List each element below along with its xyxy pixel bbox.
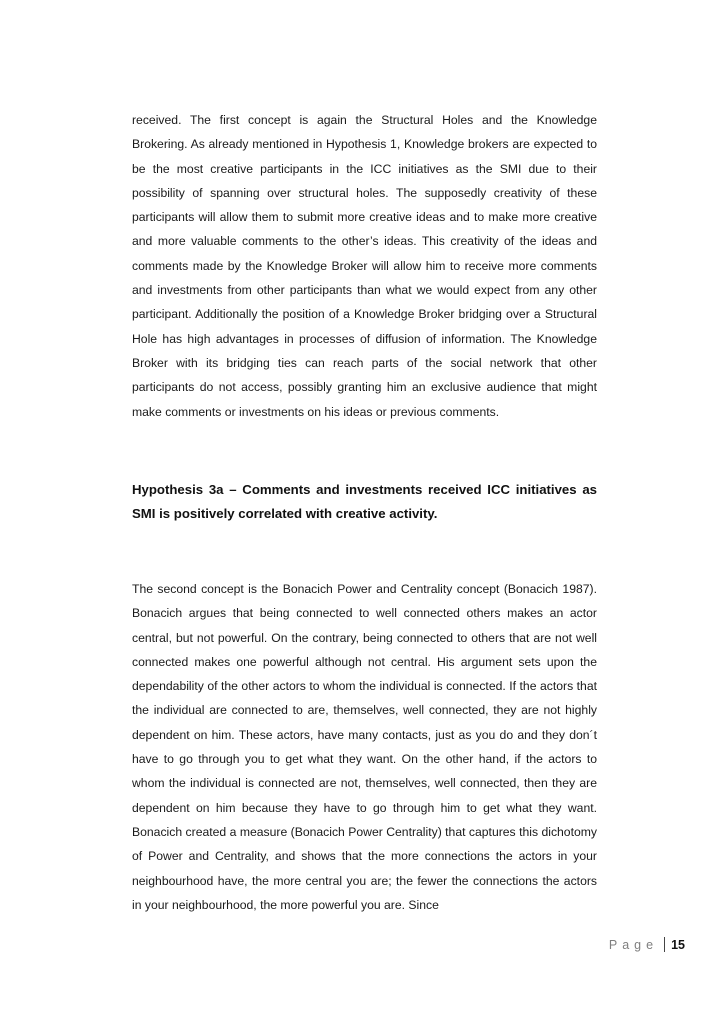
body-paragraph-1: received. The first concept is again the Structural Holes and the Knowledge Brokering. As already mentioned in Hypothesis 1, Knowledge brokers are expected to be the most creative participants in the ICC initiatives as the SMI due to their possibility of spanning over structural holes. The supposedly creativity of these participants will allow them to submit more creative ideas and to make more creative and more valuable comments to the other’s ideas. This creativity of the ideas and comments made by the Knowledge Broker will allow him to receive more comments and investments from other participants than what we would expect from any other participant. Additionally the position of a Knowledge Broker bridging over a Structural Hole has high advantages in processes of diffusion of information. The Knowledge Broker with its bridging ties can reach parts of the social network that other participants do not access, possibly granting him an exclusive audience that might make comments or investments on his ideas or previous comments. (132, 113, 597, 419)
hypothesis-heading: Hypothesis 3a – Comments and investments received ICC initiatives as SMI is positively correlated with creative activity. (132, 482, 597, 522)
footer-divider (664, 937, 665, 952)
page-label: Page (608, 937, 659, 952)
page-footer (609, 937, 685, 952)
page-number: 15 (671, 937, 685, 952)
body-paragraph-2: The second concept is the Bonacich Power and Centrality concept (Bonacich 1987). Bonacich argues that being connected to well connected others makes an actor central, but not powerful. On the contrary, being connected to others that are not well connected makes one powerful although not central. His argument sets upon the dependability of the other actors to whom the individual is connected. If the actors that the individual are connected to are, themselves, well connected, they are not highly dependent on him. These actors, have many contacts, just as you do and they don´t have to go through you to get what they want. On the other hand, if the actors to whom the individual is connected are not, themselves, well connected, then they are dependent on him because they have to go through him to get what they want. Bonacich created a measure (Bonacich Power Centrality) that captures this dichotomy of Power and Centrality, and shows that the more connections the actors in your neighbourhood have, the more central you are; the fewer the connections the actors in your neighbourhood, the more powerful you are. Since (132, 582, 597, 912)
